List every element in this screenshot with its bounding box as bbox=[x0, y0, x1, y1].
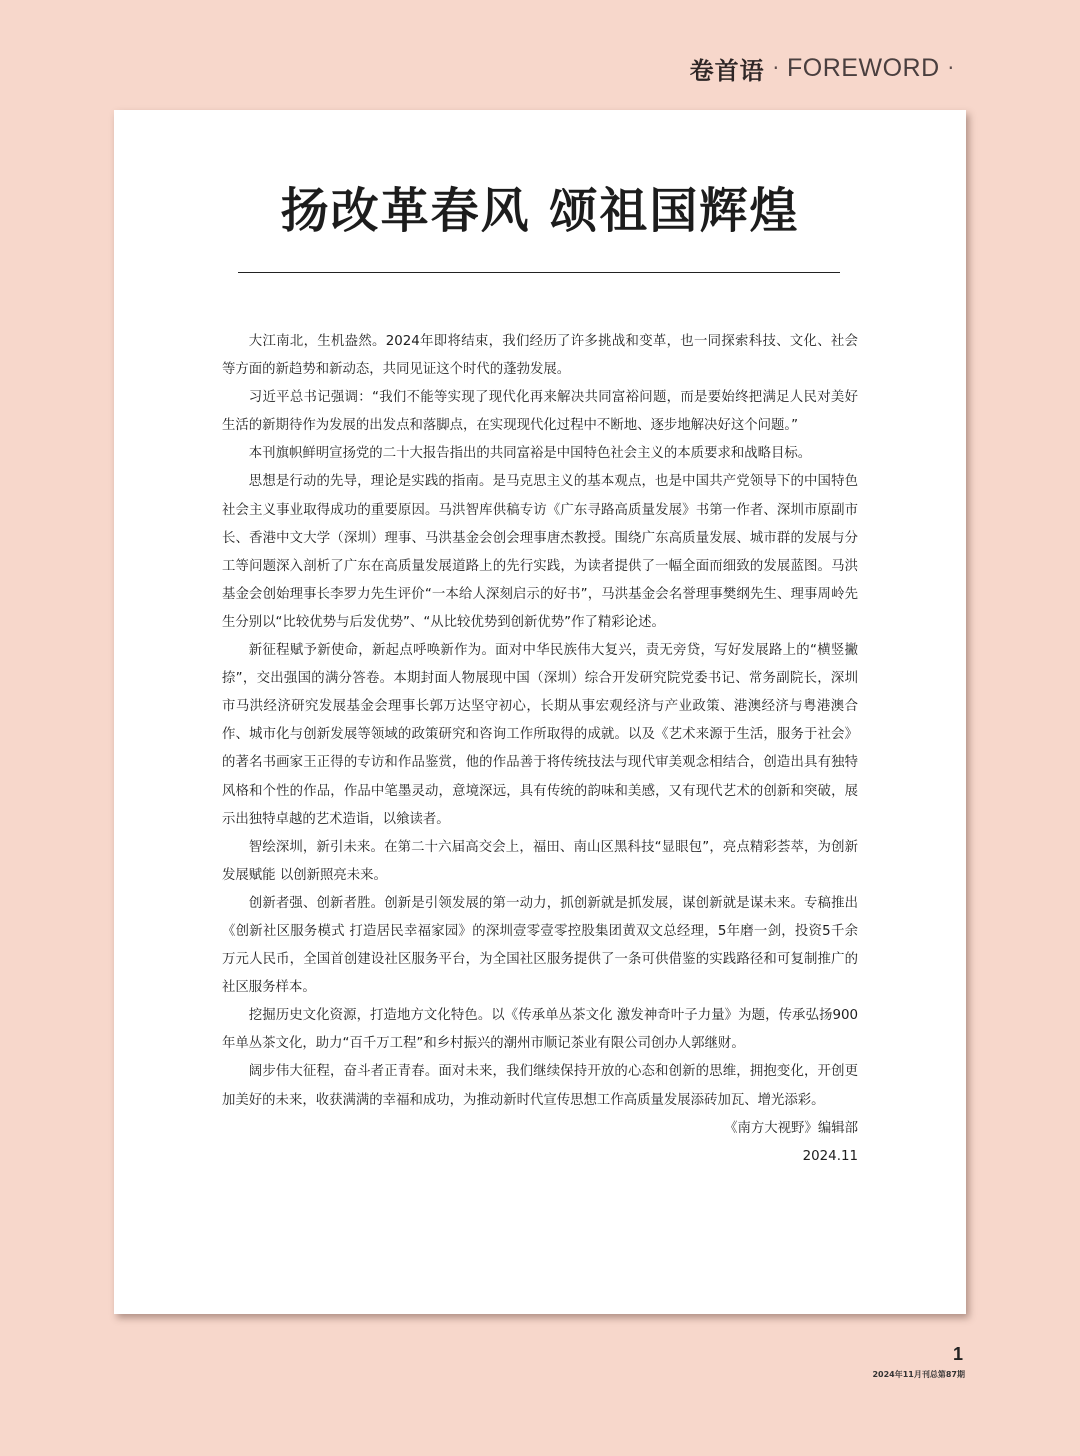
section-separator: · bbox=[772, 56, 780, 80]
title-divider bbox=[238, 272, 840, 273]
page-number: 1 bbox=[952, 1344, 963, 1364]
section-name-en: FOREWORD bbox=[787, 53, 940, 82]
paragraph: 挖掘历史文化资源，打造地方文化特色。以《传承单丛茶文化 激发神奇叶子力量》为题，传承弘扬900年单丛茶文化，助力“百千万工程”和乡村振兴的潮州市顺记茶业有限公司创办人郭继财。 bbox=[222, 1008, 858, 1052]
section-end-dot: · bbox=[947, 56, 954, 80]
article-body bbox=[222, 328, 858, 1171]
article-date: 2024.11 bbox=[802, 1148, 858, 1164]
issue-info: 2024年11月刊总第87期 bbox=[872, 1370, 965, 1379]
paragraph: 本刊旗帜鲜明宣扬党的二十大报告指出的共同富裕是中国特色社会主义的本质要求和战略目标。 bbox=[248, 446, 812, 462]
section-name-cn: 卷首语 bbox=[689, 55, 765, 85]
paragraph: 创新者强、创新者胜。创新是引领发展的第一动力，抓创新就是抓发展，谋创新就是谋未来。专稿推出《创新社区服务模式 打造居民幸福家园》的深圳壹零壹零控股集团黄双文总经理，5年磨一剑，投资5千余万元人民币，全国首创建设社区服务平台，为全国社区服务提供了一条可供借鉴的实践路径和可复制推广的社区服务样本。 bbox=[222, 895, 858, 996]
article-card bbox=[114, 110, 966, 1314]
paragraph: 思想是行动的先导，理论是实践的指南。是马克思主义的基本观点，也是中国共产党领导下的中国特色社会主义事业取得成功的重要原因。马洪智库供稿专访《广东寻路高质量发展》书第一作者、深圳市原副市长、香港中文大学（深圳）理事、马洪基金会创会理事唐杰教授。围绕广东高质量发展、城市群的发展与分工等问题深入剖析了广东在高质量发展道路上的先行实践，为读者提供了一幅全面而细致的发展蓝图。马洪基金会创始理事长李罗力先生评价“一本给人深刻启示的好书”，马洪基金会名誉理事樊纲先生、理事周岭先生分别以“比较优势与后发优势”、“从比较优势到创新优势”作了精彩论述。 bbox=[222, 474, 858, 630]
section-header bbox=[690, 50, 962, 86]
paragraph: 智绘深圳，新引未来。在第二十六届高交会上，福田、南山区黑科技“显眼包”，亮点精彩荟萃，为创新发展赋能 以创新照亮未来。 bbox=[222, 839, 858, 883]
article-title: 扬改革春风 颂祖国辉煌 bbox=[280, 183, 800, 239]
paragraph: 习近平总书记强调：“我们不能等实现了现代化再来解决共同富裕问题，而是要始终把满足人民对美好生活的新期待作为发展的出发点和落脚点，在实现现代化过程中不断地、逐步地解决好这个问题。” bbox=[222, 390, 858, 434]
paragraph: 大江南北，生机盎然。2024年即将结束，我们经历了许多挑战和变革，也一同探索科技、文化、社会等方面的新趋势和新动态，共同见证这个时代的蓬勃发展。 bbox=[222, 334, 858, 378]
paragraph: 阔步伟大征程，奋斗者正青春。面对未来，我们继续保持开放的心态和创新的思维，拥抱变化，开创更加美好的未来，收获满满的幸福和成功，为推动新时代宣传思想工作高质量发展添砖加瓦、增光添彩。 bbox=[222, 1064, 858, 1108]
paragraph: 新征程赋予新使命，新起点呼唤新作为。面对中华民族伟大复兴，责无旁贷，写好发展路上的“横竖撇捺”，交出强国的满分答卷。本期封面人物展现中国（深圳）综合开发研究院党委书记、常务副院长，深圳市马洪经济研究发展基金会理事长郭万达坚守初心，长期从事宏观经济与产业政策、港澳经济与粤港澳合作、城市化与创新发展等领域的政策研究和咨询工作所取得的成就。以及《艺术来源于生活，服务于社会》的著名书画家王正得的专访和作品鉴赏，他的作品善于将传统技法与现代审美观念相结合，创造出具有独特风格和个性的作品，作品中笔墨灵动，意境深远，具有传统的韵味和美感，又有现代艺术的创新和突破，展示出独特卓越的艺术造诣，以飨读者。 bbox=[222, 643, 858, 827]
editorial-signature: 《南方大视野》编辑部 bbox=[724, 1120, 858, 1136]
